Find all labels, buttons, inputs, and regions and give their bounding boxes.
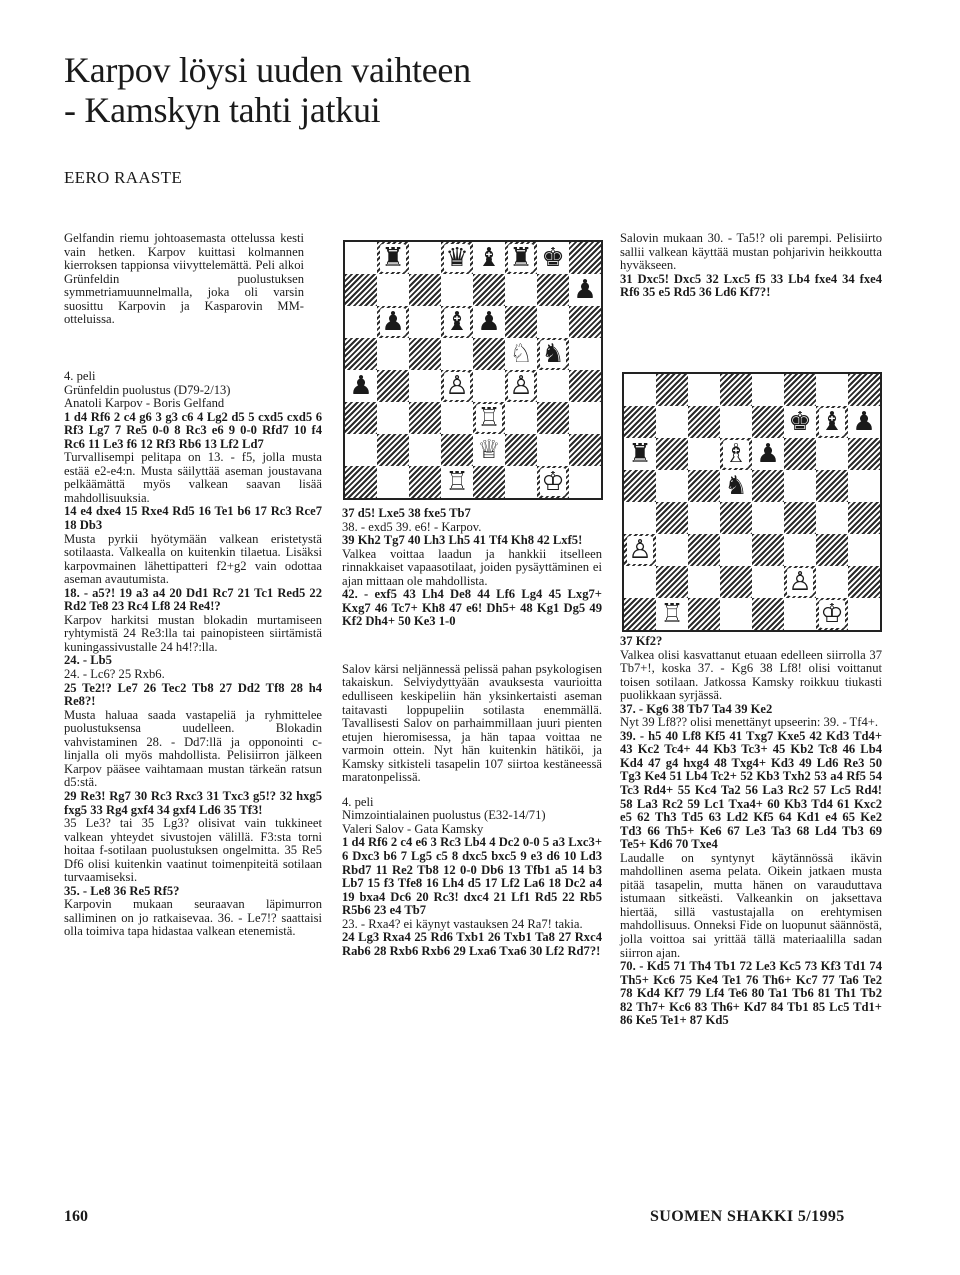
chess-piece: ♜ bbox=[381, 243, 405, 273]
board-square bbox=[473, 274, 505, 306]
move-text: 29 Re3! Rg7 30 Rc3 Rxc3 31 Txc3 g5!? 32 hxg5 fxg5 33 Rg4 gxf4 34 gxf4 Ld6 35 Tf3! bbox=[64, 788, 322, 817]
column-3-top bbox=[620, 232, 882, 300]
move-text: 35. - Le8 36 Re5 Rf5? bbox=[64, 883, 180, 898]
board-square bbox=[816, 406, 848, 438]
board-square bbox=[409, 402, 441, 434]
board-square bbox=[569, 274, 601, 306]
chess-diagram-karpov-gelfand bbox=[343, 240, 603, 500]
paragraph: Karpovin mukaan seuraavan läpimurron salliminen on jo ratkaisevaa. 36. - Le7!? saattaisi olla toimiva tapa hidastaa valkean etenemistä. bbox=[64, 897, 322, 939]
move-text: 31 Dxc5! Dxc5 32 Lxc5 f5 33 Lb4 fxe4 34 fxe4 Rf6 35 e5 Rd5 36 Ld6 Kf7?! bbox=[620, 271, 882, 300]
paragraph: Salov kärsi neljännessä pelissä pahan psykologisen takaiskun. Selviydyttyään avauksesta vaurioitta edulliseen keskipeliin hän yksinkertaisti aseman taitavasti loppupeliin sotilasta enemmällä. Tavallisesti Salov on parhaimmillaan juuri pienten etujen hieromisessa, ja hän tapaa voittaa ne varmoin ottein. Nyt hän kuitenkin hätiköi, ja Kamsky sitkisteli tasapelin 107 siirtoa kestäneessä maratonpelissä. bbox=[342, 661, 602, 785]
board-square bbox=[409, 306, 441, 338]
board-square bbox=[569, 306, 601, 338]
board-square bbox=[377, 370, 409, 402]
board-square bbox=[656, 406, 688, 438]
board-square bbox=[688, 406, 720, 438]
board-square bbox=[656, 598, 688, 630]
board-square bbox=[752, 502, 784, 534]
board-square bbox=[537, 466, 569, 498]
move-text: 42. - exf5 43 Lh4 De8 44 Lf6 Lg4 45 Lxg7+ Kxg7 46 Tc7+ Kh8 47 e6! Dh5+ 48 Kg1 Dg5 49 Kf2 Dh4+ 50 Ke3 1-0 bbox=[342, 587, 602, 629]
board-square bbox=[688, 502, 720, 534]
board-square bbox=[441, 466, 473, 498]
board-square bbox=[441, 402, 473, 434]
board-square bbox=[784, 438, 816, 470]
board-square bbox=[688, 566, 720, 598]
board-square bbox=[784, 374, 816, 406]
board-square bbox=[624, 502, 656, 534]
board-square bbox=[505, 466, 537, 498]
board-square bbox=[473, 466, 505, 498]
column-2 bbox=[342, 507, 602, 958]
board-square bbox=[784, 470, 816, 502]
paragraph: 23. - Rxa4? ei käynyt vastauksen 24 Ra7! takia. bbox=[342, 916, 583, 931]
board-square bbox=[784, 502, 816, 534]
board-square bbox=[441, 434, 473, 466]
board-square bbox=[720, 470, 752, 502]
board-square bbox=[345, 370, 377, 402]
board-square bbox=[537, 306, 569, 338]
board-square bbox=[505, 242, 537, 274]
board-square bbox=[569, 466, 601, 498]
board-square bbox=[784, 534, 816, 566]
board-square bbox=[409, 242, 441, 274]
paragraph: 4. peli bbox=[64, 369, 96, 383]
board-square bbox=[848, 406, 880, 438]
paragraph: Gelfandin riemu johtoasemasta ottelussa kesti vain hetken. Karpov kuittasi kolmannen kierroksen tappionsa viivyttelemättä. Peli alkoi Grünfeldin puolustuksen symmetriamuunnelmalla, joka oli varsin suosittu Karpovin ja Kasparovin MM-otteluissa. bbox=[64, 231, 304, 327]
board-square bbox=[848, 598, 880, 630]
board-square bbox=[537, 338, 569, 370]
board-square bbox=[409, 466, 441, 498]
move-text: 37 Kf2? bbox=[620, 634, 663, 648]
chess-piece: ♙ bbox=[509, 371, 533, 401]
board-square bbox=[656, 566, 688, 598]
board-square bbox=[345, 306, 377, 338]
board-square bbox=[624, 374, 656, 406]
board-square bbox=[816, 566, 848, 598]
board-square bbox=[377, 466, 409, 498]
board-square bbox=[473, 338, 505, 370]
move-text: 1 d4 Rf6 2 c4 e6 3 Rc3 Lb4 4 Dc2 0-0 5 a3 Lxc3+ 6 Dxc3 b6 7 Lg5 c5 8 dxc5 bxc5 9 e3 d6 10 Ld3 Rbd7 11 Re2 Tb8 12 0-0 Db6 13 Tfb1 a5 14 b3 Lb7 15 f3 Tfe8 16 Lh4 d5 17 Lf2 La6 18 Dc2 a4 19 bxa4 Dc6 20 Rc3! dxc4 21 Lf1 Rd5 22 Rb5 R5b6 23 e4 Tb7 bbox=[342, 835, 602, 918]
board-square bbox=[345, 434, 377, 466]
board-square bbox=[816, 598, 848, 630]
chess-piece: ♟ bbox=[852, 407, 876, 437]
board-square bbox=[473, 370, 505, 402]
board-square bbox=[345, 338, 377, 370]
board-square bbox=[848, 534, 880, 566]
board-square bbox=[816, 374, 848, 406]
paragraph: Musta haluaa saada vastapeliä ja ryhmittelee puolustuksensa uudelleen. Blokadin vahvistaminen 28. - Dd7:llä ja opponointi c-linjalla oli myös mahdollista. Pelisiirron jälkeen Karpov pääsee vaihtamaan mustan tärkeän ratsun d5:stä. bbox=[64, 707, 322, 790]
column-1-game bbox=[64, 370, 322, 939]
paragraph: 24. - Lc6? 25 Rxb6. bbox=[64, 667, 165, 682]
board-square bbox=[537, 370, 569, 402]
board-square bbox=[377, 434, 409, 466]
page-number: 160 bbox=[64, 1208, 88, 1225]
chess-diagram-salov-kamsky bbox=[622, 372, 882, 632]
board-square bbox=[345, 242, 377, 274]
board-square bbox=[752, 470, 784, 502]
board-square bbox=[409, 274, 441, 306]
board-square bbox=[473, 434, 505, 466]
board-square bbox=[720, 598, 752, 630]
board-square bbox=[377, 242, 409, 274]
board-square bbox=[624, 470, 656, 502]
article-title bbox=[64, 50, 624, 130]
paragraph: Valkea voittaa laadun ja hankkii itselleen rinnakkaiset vapaasotilaat, joiden pysäyttäminen ei ajan mittaan ole mahdollista. bbox=[342, 546, 602, 588]
chess-piece: ♟ bbox=[573, 275, 597, 305]
board-square bbox=[752, 598, 784, 630]
chess-piece: ♞ bbox=[724, 471, 748, 501]
chess-piece: ♙ bbox=[788, 567, 812, 597]
paragraph: Grünfeldin puolustus (D79-2/13) bbox=[64, 382, 231, 397]
paragraph: Valeri Salov - Gata Kamsky bbox=[342, 821, 484, 836]
board-square bbox=[409, 338, 441, 370]
board-square bbox=[752, 438, 784, 470]
board-square bbox=[848, 374, 880, 406]
paragraph: Nyt 39 Lf8?? olisi menettänyt upseerin: 39. - Tf4+. bbox=[620, 715, 878, 730]
board-square bbox=[624, 566, 656, 598]
board-square bbox=[656, 470, 688, 502]
board-square bbox=[624, 598, 656, 630]
board-square bbox=[505, 402, 537, 434]
chess-piece: ♚ bbox=[788, 407, 812, 437]
chess-piece: ♝ bbox=[445, 307, 469, 337]
board-square bbox=[752, 566, 784, 598]
paragraph: Valkea olisi kasvattanut etuaan edelleen siirrolla 37 Tb7+!, koska 37. - Kg6 38 Lf8! olisi voittanut toisen sotilaan. Jatkossa Kamsky roikkuu tiukasti puolikkaan syrjässä. bbox=[620, 647, 882, 703]
column-3-bottom bbox=[620, 635, 882, 1028]
chess-piece: ♛ bbox=[445, 243, 469, 273]
chess-piece: ♖ bbox=[445, 467, 469, 497]
paragraph: Anatoli Karpov - Boris Gelfand bbox=[64, 396, 225, 411]
paragraph: Nimzointialainen puolustus (E32-14/71) bbox=[342, 808, 546, 823]
paragraph: Musta pyrkii hyötymään valkean eristetystä sotilaasta. Valkealla on kuitenkin tilaetua. Lisäksi karpovmainen lähettipatteri f2+g2 vain odottaa aseman avautumista. bbox=[64, 531, 322, 587]
board-square bbox=[473, 402, 505, 434]
move-text: 70. - Kd5 71 Th4 Tb1 72 Le3 Kc5 73 Kf3 Td1 74 Th5+ Kc6 75 Ke4 Te1 76 Th6+ Kc7 77 Ta6 Te2 78 Kd4 Kf7 79 Lf4 Te6 80 Ta1 Tb6 81 Th1 Tb2 82 Th7+ Kc6 83 Th6+ Kd7 84 Tb1 85 Lc5 Td1+ 86 Ke5 Te1+ 87 Kd5 bbox=[620, 959, 882, 1028]
board-square bbox=[624, 406, 656, 438]
move-text: 39. - h5 40 Lf8 Kf5 41 Txg7 Kxe5 42 Kd3 Td4+ 43 Kc2 Tc4+ 44 Kb3 Tc3+ 45 Kb2 Tc8 46 Lb4 Kd4 47 g4 hxg4 48 Txg4+ Kd3 49 Ld6 Re3 50 Tg3 Ke4 51 Lb4 Tc2+ 52 Kb3 Txh2 53 a4 Rf5 54 Tc3 Rd4+ 55 Kc4 Ta2 56 La3 Rc2 57 Lc5 Rd4! 58 La3 Rc2 59 Lc1 Txa4+ 60 Kb3 Td4 61 Kxc2 e5 62 Th3 Td5 63 Ld2 Kf5 64 Kd1 e4 65 Ke2 Td3 66 Th5+ Ke6 67 Le3 Ta3 68 Ld4 Tb3 69 Te5+ Kd6 70 Txe4 bbox=[620, 728, 882, 852]
board-square bbox=[537, 242, 569, 274]
column-1-intro bbox=[64, 232, 304, 327]
chess-piece: ♞ bbox=[541, 339, 565, 369]
board-square bbox=[345, 402, 377, 434]
board-square bbox=[624, 534, 656, 566]
chess-piece: ♜ bbox=[628, 439, 652, 469]
board-square bbox=[688, 598, 720, 630]
board-square bbox=[409, 370, 441, 402]
chess-piece: ♗ bbox=[724, 439, 748, 469]
chess-piece: ♜ bbox=[509, 243, 533, 273]
move-text: 25 Te2!? Le7 26 Tec2 Tb8 27 Dd2 Tf8 28 h4 Re8?! bbox=[64, 680, 322, 709]
board-square bbox=[377, 338, 409, 370]
board-square bbox=[537, 434, 569, 466]
board-square bbox=[505, 338, 537, 370]
board-square bbox=[345, 466, 377, 498]
move-text: 24. - Lb5 bbox=[64, 653, 112, 668]
board-square bbox=[720, 438, 752, 470]
board-square bbox=[688, 374, 720, 406]
board-square bbox=[505, 434, 537, 466]
paragraph: 38. - exd5 39. e6! - Karpov. bbox=[342, 519, 482, 534]
paragraph: 35 Le3? tai 35 Lg3? olisivat vain tukkineet valkean yhteydet sivustojen välillä. F3:sta torni hoitaa f-sotilaan puolustuksen ongelmitta. 35 Re5 Df6 olisi kuitenkin vaatinut toimenpiteitä sotilaan turvaamiseksi. bbox=[64, 816, 322, 885]
board-square bbox=[752, 374, 784, 406]
board-square bbox=[848, 566, 880, 598]
board-square bbox=[505, 370, 537, 402]
move-text: 1 d4 Rf6 2 c4 g6 3 g3 c6 4 Lg2 d5 5 cxd5 cxd5 6 Rf3 Lg7 7 Re5 0-0 8 Rc3 e6 9 0-0 Rfd7 10 f4 Rc6 11 Le3 f6 12 Rf3 Rb6 13 Lf2 Ld7 bbox=[64, 409, 322, 451]
board-square bbox=[377, 274, 409, 306]
board-square bbox=[441, 370, 473, 402]
chess-piece: ♔ bbox=[541, 467, 565, 497]
board-square bbox=[537, 402, 569, 434]
board-square bbox=[720, 566, 752, 598]
chess-piece: ♝ bbox=[820, 407, 844, 437]
board-square bbox=[473, 306, 505, 338]
paragraph: Laudalle on syntynyt käytännössä ikävin mahdollinen asema pelata. Oikein jatkaen musta pitää tasapelin, mutta hänen on varauduttava istumaan sitkeästi. Valkeankin on jaksettava hiertää, sillä vastustajalla on erehtymisen mahdollisuus. Onneksi Fide on luopunut säännöstä, jolla voittoa sai yrittää tällä materiaalilla sadan siirron ajan. bbox=[620, 850, 882, 960]
board-square bbox=[345, 274, 377, 306]
board-square bbox=[656, 502, 688, 534]
board-square bbox=[784, 566, 816, 598]
board-square bbox=[441, 242, 473, 274]
chess-piece: ♝ bbox=[477, 243, 501, 273]
board-square bbox=[441, 338, 473, 370]
board-square bbox=[569, 434, 601, 466]
move-text: 37 d5! Lxe5 38 fxe5 Tb7 bbox=[342, 506, 471, 520]
board-square bbox=[441, 274, 473, 306]
move-text: 14 e4 dxe4 15 Rxe4 Rd5 16 Te1 b6 17 Rc3 Rce7 18 Db3 bbox=[64, 504, 322, 533]
board-square bbox=[441, 306, 473, 338]
move-text: 24 Lg3 Rxa4 25 Rd6 Txb1 26 Txb1 Ta8 27 Rxc4 Rab6 28 Rxb6 Rxb6 29 Lxa6 Txa6 30 Lf2 Rd7?! bbox=[342, 930, 602, 958]
title-line-2: - Kamskyn tahti jatkui bbox=[64, 90, 381, 130]
board-square bbox=[569, 402, 601, 434]
board-square bbox=[720, 502, 752, 534]
chess-piece: ♔ bbox=[820, 599, 844, 629]
board-square bbox=[848, 502, 880, 534]
board-square bbox=[505, 306, 537, 338]
board-square bbox=[537, 274, 569, 306]
board-square bbox=[656, 438, 688, 470]
board-square bbox=[816, 502, 848, 534]
move-text: 37. - Kg6 38 Tb7 Ta4 39 Ke2 bbox=[620, 701, 773, 716]
board-square bbox=[720, 374, 752, 406]
magazine-footer: SUOMEN SHAKKI 5/1995 bbox=[650, 1208, 845, 1225]
board-square bbox=[569, 370, 601, 402]
board-square bbox=[688, 438, 720, 470]
board-square bbox=[473, 242, 505, 274]
title-line-1: Karpov löysi uuden vaihteen bbox=[64, 50, 471, 90]
chess-piece: ♘ bbox=[509, 339, 533, 369]
board-square bbox=[784, 598, 816, 630]
move-text: 39 Kh2 Tg7 40 Lh3 Lh5 41 Tf4 Kh8 42 Lxf5! bbox=[342, 533, 583, 548]
board-square bbox=[848, 470, 880, 502]
board-square bbox=[569, 338, 601, 370]
chess-piece: ♖ bbox=[477, 403, 501, 433]
board-square bbox=[688, 470, 720, 502]
board-square bbox=[656, 534, 688, 566]
paragraph: Karpov harkitsi mustan blokadin murtamiseen ryhtymistä 24 Re3:lla tai painopisteen siirtämistä kuningassivustalle 24 h4!?:lla. bbox=[64, 612, 322, 654]
chess-piece: ♟ bbox=[349, 371, 373, 401]
board-square bbox=[816, 534, 848, 566]
board-square bbox=[656, 374, 688, 406]
chess-piece: ♟ bbox=[477, 307, 501, 337]
chess-piece: ♟ bbox=[381, 307, 405, 337]
board-square bbox=[784, 406, 816, 438]
board-square bbox=[816, 470, 848, 502]
board-square bbox=[505, 274, 537, 306]
paragraph: Salovin mukaan 30. - Ta5!? oli parempi. Pelisiirto sallii valkean käyttää mustan pohjarivin heikkoutta hyväkseen. bbox=[620, 231, 882, 273]
chess-piece: ♕ bbox=[477, 435, 501, 465]
board-square bbox=[569, 242, 601, 274]
board-square bbox=[377, 402, 409, 434]
chess-piece: ♚ bbox=[541, 243, 565, 273]
board-square bbox=[720, 534, 752, 566]
paragraph: Turvallisempi pelitapa on 13. - f5, jolla musta estää e2-e4:n. Musta säilyttää aseman joustavana pelkäämättä myös valkean saavan lisää mahdollisuuksia. bbox=[64, 450, 322, 505]
chess-piece: ♖ bbox=[660, 599, 684, 629]
paragraph: 4. peli bbox=[342, 794, 374, 809]
board-square bbox=[816, 438, 848, 470]
board-square bbox=[848, 438, 880, 470]
chess-piece: ♙ bbox=[445, 371, 469, 401]
board-square bbox=[720, 406, 752, 438]
author-byline: EERO RAASTE bbox=[64, 168, 183, 187]
board-square bbox=[752, 406, 784, 438]
board-square bbox=[624, 438, 656, 470]
board-square bbox=[688, 534, 720, 566]
move-text: 18. - a5?! 19 a3 a4 20 Dd1 Rc7 21 Tc1 Red5 22 Rd2 Te8 23 Rc4 Lf8 24 Re4!? bbox=[64, 585, 322, 614]
chess-piece: ♙ bbox=[628, 535, 652, 565]
chess-piece: ♟ bbox=[756, 439, 780, 469]
board-square bbox=[752, 534, 784, 566]
board-square bbox=[409, 434, 441, 466]
board-square bbox=[377, 306, 409, 338]
